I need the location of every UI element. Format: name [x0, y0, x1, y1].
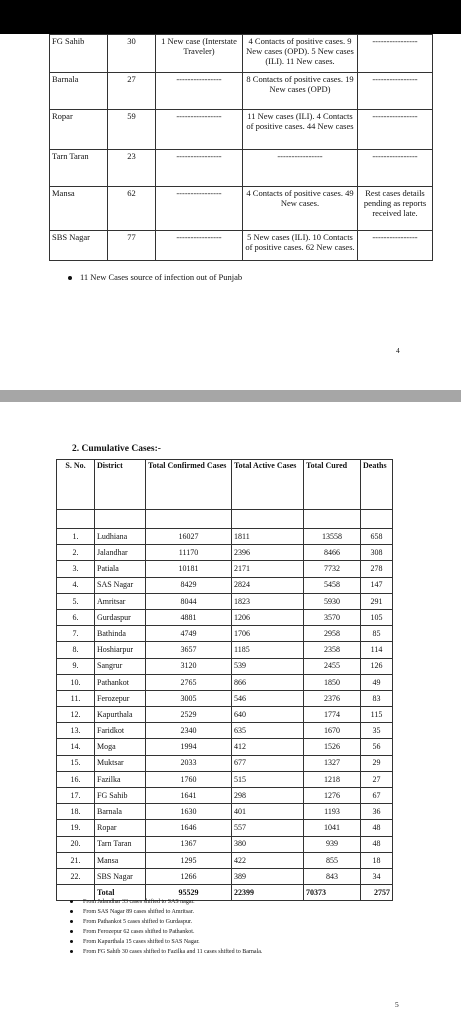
district-cell: Fazilka — [95, 771, 146, 787]
list-item — [70, 927, 262, 937]
deaths-cell: 115 — [361, 707, 393, 723]
table-row — [50, 110, 433, 150]
bullet-icon — [70, 930, 73, 933]
table-row — [57, 561, 393, 577]
bullet-icon — [70, 910, 73, 913]
list-item — [70, 947, 262, 957]
count-cell: 77 — [108, 231, 156, 261]
sno-cell: 4. — [57, 577, 95, 593]
confirmed-cell: 2529 — [146, 707, 232, 723]
cured-cell: 1041 — [304, 820, 361, 836]
sno-cell: 12. — [57, 707, 95, 723]
table-row — [57, 658, 393, 674]
confirmed-cell: 8429 — [146, 577, 232, 593]
page-number: 4 — [396, 346, 400, 355]
cured-cell: 5930 — [304, 593, 361, 609]
district-cell: SBS Nagar — [50, 231, 108, 261]
remarks-cell: Rest cases details pending as reports received late. — [358, 187, 433, 231]
bullet-icon — [70, 900, 73, 903]
confirmed-cell: 1994 — [146, 739, 232, 755]
sno-cell: 10. — [57, 674, 95, 690]
status-bar — [0, 0, 461, 34]
note-text: From SAS Nagar 89 cases shifted to Amritsar. — [83, 909, 194, 915]
sno-cell: 21. — [57, 852, 95, 868]
district-cell: Ropar — [50, 110, 108, 150]
table-row — [50, 73, 433, 110]
table-header-row — [57, 460, 393, 510]
deaths-cell: 48 — [361, 820, 393, 836]
table-row — [57, 642, 393, 658]
deaths-cell: 67 — [361, 788, 393, 804]
page-number: 5 — [395, 1000, 399, 1009]
source-cell: ---------------- — [243, 150, 358, 187]
active-cell: 1823 — [232, 593, 304, 609]
total-cured: 70373 — [304, 885, 361, 901]
sno-cell: 14. — [57, 739, 95, 755]
remarks-cell: ---------------- — [358, 73, 433, 110]
deaths-cell: 48 — [361, 836, 393, 852]
deaths-cell: 29 — [361, 755, 393, 771]
remarks-cell: ---------------- — [358, 150, 433, 187]
active-cell: 412 — [232, 739, 304, 755]
header-active: Total Active Cases — [232, 460, 304, 510]
sno-cell: 11. — [57, 690, 95, 706]
cured-cell: 1774 — [304, 707, 361, 723]
table-row — [50, 231, 433, 261]
district-cell: Mansa — [50, 187, 108, 231]
active-cell: 422 — [232, 852, 304, 868]
confirmed-cell: 1641 — [146, 788, 232, 804]
table-row — [57, 739, 393, 755]
table-row — [57, 626, 393, 642]
sno-cell: 20. — [57, 836, 95, 852]
table-row — [57, 529, 393, 545]
travel-cell: ---------------- — [156, 187, 243, 231]
district-cell: Jalandhar — [95, 545, 146, 561]
cured-cell: 5458 — [304, 577, 361, 593]
sno-cell: 18. — [57, 804, 95, 820]
cured-cell: 1276 — [304, 788, 361, 804]
total-active: 22399 — [232, 885, 304, 901]
count-cell: 59 — [108, 110, 156, 150]
travel-cell: ---------------- — [156, 73, 243, 110]
confirmed-cell: 3005 — [146, 690, 232, 706]
cured-cell: 855 — [304, 852, 361, 868]
confirmed-cell: 2033 — [146, 755, 232, 771]
district-cell: Barnala — [95, 804, 146, 820]
deaths-cell: 105 — [361, 609, 393, 625]
cured-cell: 2376 — [304, 690, 361, 706]
active-cell: 546 — [232, 690, 304, 706]
total-label: Total — [95, 885, 146, 901]
deaths-cell: 34 — [361, 868, 393, 884]
cured-cell: 1670 — [304, 723, 361, 739]
table-row — [50, 187, 433, 231]
sno-cell: 2. — [57, 545, 95, 561]
page-gap — [0, 390, 461, 402]
cured-cell: 1193 — [304, 804, 361, 820]
cured-cell: 2358 — [304, 642, 361, 658]
confirmed-cell: 10181 — [146, 561, 232, 577]
table-row — [57, 868, 393, 884]
document-page-5 — [0, 402, 461, 1024]
confirmed-cell: 1646 — [146, 820, 232, 836]
table-row — [57, 723, 393, 739]
deaths-cell: 85 — [361, 626, 393, 642]
deaths-cell: 308 — [361, 545, 393, 561]
sno-cell: 22. — [57, 868, 95, 884]
travel-cell: ---------------- — [156, 231, 243, 261]
district-cell: Muktsar — [95, 755, 146, 771]
active-cell: 401 — [232, 804, 304, 820]
table-row — [57, 674, 393, 690]
bullet-icon — [70, 920, 73, 923]
travel-cell: ---------------- — [156, 150, 243, 187]
header-confirmed: Total Confirmed Cases — [146, 460, 232, 510]
note-text: From Jalandhar 33 cases shifted to SAS nagar. — [83, 899, 195, 905]
cured-cell: 1850 — [304, 674, 361, 690]
table-row — [57, 593, 393, 609]
confirmed-cell: 8044 — [146, 593, 232, 609]
table-row — [50, 35, 433, 73]
district-cell: Patiala — [95, 561, 146, 577]
count-cell: 27 — [108, 73, 156, 110]
deaths-cell: 278 — [361, 561, 393, 577]
cumulative-cases-table — [56, 459, 393, 901]
district-cell: Ropar — [95, 820, 146, 836]
table-row — [57, 690, 393, 706]
cured-cell: 939 — [304, 836, 361, 852]
deaths-cell: 36 — [361, 804, 393, 820]
confirmed-cell: 3120 — [146, 658, 232, 674]
table-row — [57, 788, 393, 804]
deaths-cell: 147 — [361, 577, 393, 593]
list-item — [70, 917, 262, 927]
sno-cell: 1. — [57, 529, 95, 545]
district-cell: Mansa — [95, 852, 146, 868]
cured-cell: 2958 — [304, 626, 361, 642]
cured-cell: 843 — [304, 868, 361, 884]
confirmed-cell: 11170 — [146, 545, 232, 561]
header-sno: S. No. — [57, 460, 95, 510]
district-cell: Gurdaspur — [95, 609, 146, 625]
active-cell: 677 — [232, 755, 304, 771]
cured-cell: 13558 — [304, 529, 361, 545]
table-row — [57, 609, 393, 625]
confirmed-cell: 2340 — [146, 723, 232, 739]
source-cell: 4 Contacts of positive cases. 9 New cases (OPD). 5 New cases (ILI). 11 New cases. — [243, 35, 358, 73]
remarks-cell: ---------------- — [358, 110, 433, 150]
table-row — [57, 820, 393, 836]
district-cell: Sangrur — [95, 658, 146, 674]
active-cell: 1706 — [232, 626, 304, 642]
district-cell: SAS Nagar — [95, 577, 146, 593]
active-cell: 557 — [232, 820, 304, 836]
district-cell: Bathinda — [95, 626, 146, 642]
district-cell: Barnala — [50, 73, 108, 110]
deaths-cell: 49 — [361, 674, 393, 690]
sno-cell: 16. — [57, 771, 95, 787]
deaths-cell: 56 — [361, 739, 393, 755]
active-cell: 2171 — [232, 561, 304, 577]
table-row — [57, 755, 393, 771]
cured-cell: 1526 — [304, 739, 361, 755]
district-cell: Hoshiarpur — [95, 642, 146, 658]
bullet-icon — [68, 276, 72, 280]
deaths-cell: 35 — [361, 723, 393, 739]
table-row — [50, 150, 433, 187]
deaths-cell: 658 — [361, 529, 393, 545]
active-cell: 866 — [232, 674, 304, 690]
district-cell: Faridkot — [95, 723, 146, 739]
active-cell: 635 — [232, 723, 304, 739]
cured-cell: 1327 — [304, 755, 361, 771]
total-deaths: 2757 — [361, 885, 393, 901]
table-row — [57, 577, 393, 593]
source-cell: 5 New cases (ILI). 10 Contacts of positive cases. 62 New cases. — [243, 231, 358, 261]
district-cell: FG Sahib — [50, 35, 108, 73]
district-cell: Moga — [95, 739, 146, 755]
table-row — [57, 707, 393, 723]
document-page-4 — [0, 34, 461, 390]
header-deaths: Deaths — [361, 460, 393, 510]
active-cell: 1185 — [232, 642, 304, 658]
sno-cell: 19. — [57, 820, 95, 836]
deaths-cell: 126 — [361, 658, 393, 674]
deaths-cell: 114 — [361, 642, 393, 658]
district-cell: SBS Nagar — [95, 868, 146, 884]
active-cell: 2824 — [232, 577, 304, 593]
list-item — [70, 897, 262, 907]
note-text: From FG Sahib 30 cases shifted to Fazilka and 11 cases shifted to Barnala. — [83, 949, 263, 955]
district-cell: Tarn Taran — [95, 836, 146, 852]
cured-cell: 1218 — [304, 771, 361, 787]
confirmed-cell: 1295 — [146, 852, 232, 868]
count-cell: 62 — [108, 187, 156, 231]
district-cell: Ludhiana — [95, 529, 146, 545]
confirmed-cell: 1760 — [146, 771, 232, 787]
district-cell: Ferozepur — [95, 690, 146, 706]
active-cell: 1811 — [232, 529, 304, 545]
list-item — [70, 907, 262, 917]
confirmed-cell: 1367 — [146, 836, 232, 852]
sno-cell: 7. — [57, 626, 95, 642]
deaths-cell: 291 — [361, 593, 393, 609]
note-text: From Kapurthala 15 cases shifted to SAS Nagar. — [83, 939, 200, 945]
district-cases-table — [49, 34, 433, 261]
count-cell: 23 — [108, 150, 156, 187]
remarks-cell: ---------------- — [358, 231, 433, 261]
table-spacer-row — [57, 510, 393, 529]
active-cell: 380 — [232, 836, 304, 852]
section-title: 2. Cumulative Cases:- — [72, 444, 161, 454]
sno-cell: 13. — [57, 723, 95, 739]
cured-cell: 2455 — [304, 658, 361, 674]
cured-cell: 8466 — [304, 545, 361, 561]
bullet-icon — [70, 940, 73, 943]
table-row — [57, 771, 393, 787]
sno-cell: 5. — [57, 593, 95, 609]
active-cell: 640 — [232, 707, 304, 723]
remarks-cell: ---------------- — [358, 35, 433, 73]
sno-cell: 8. — [57, 642, 95, 658]
deaths-cell: 27 — [361, 771, 393, 787]
cured-cell: 7732 — [304, 561, 361, 577]
table-row — [57, 804, 393, 820]
source-cell: 4 Contacts of positive cases. 49 New cases. — [243, 187, 358, 231]
confirmed-cell: 1630 — [146, 804, 232, 820]
travel-cell: 1 New case (Interstate Traveler) — [156, 35, 243, 73]
deaths-cell: 83 — [361, 690, 393, 706]
active-cell: 1206 — [232, 609, 304, 625]
list-item — [70, 937, 262, 947]
district-cell: Amritsar — [95, 593, 146, 609]
district-cell: Tarn Taran — [50, 150, 108, 187]
note-text: From Ferozepur 62 cases shifted to Pathankot. — [83, 929, 195, 935]
active-cell: 298 — [232, 788, 304, 804]
out-of-state-note: 11 New Cases source of infection out of Punjab — [68, 272, 242, 282]
confirmed-cell: 1266 — [146, 868, 232, 884]
source-cell: 8 Contacts of positive cases. 19 New cases (OPD) — [243, 73, 358, 110]
active-cell: 515 — [232, 771, 304, 787]
table-row — [57, 836, 393, 852]
district-cell: FG Sahib — [95, 788, 146, 804]
sno-cell: 3. — [57, 561, 95, 577]
total-confirmed: 95529 — [146, 885, 232, 901]
confirmed-cell: 3657 — [146, 642, 232, 658]
district-cell: Pathankot — [95, 674, 146, 690]
table-row — [57, 545, 393, 561]
sno-cell: 9. — [57, 658, 95, 674]
header-district: District — [95, 460, 146, 510]
confirmed-cell: 16027 — [146, 529, 232, 545]
confirmed-cell: 2765 — [146, 674, 232, 690]
header-cured: Total Cured — [304, 460, 361, 510]
sno-cell: 17. — [57, 788, 95, 804]
source-cell: 11 New cases (ILI). 4 Contacts of positive cases. 44 New cases — [243, 110, 358, 150]
count-cell: 30 — [108, 35, 156, 73]
district-cell: Kapurthala — [95, 707, 146, 723]
confirmed-cell: 4749 — [146, 626, 232, 642]
confirmed-cell: 4881 — [146, 609, 232, 625]
table-row — [57, 852, 393, 868]
deaths-cell: 18 — [361, 852, 393, 868]
sno-cell: 15. — [57, 755, 95, 771]
active-cell: 389 — [232, 868, 304, 884]
bullet-icon — [70, 950, 73, 953]
active-cell: 539 — [232, 658, 304, 674]
cured-cell: 3570 — [304, 609, 361, 625]
active-cell: 2396 — [232, 545, 304, 561]
travel-cell: ---------------- — [156, 110, 243, 150]
note-text: From Pathankot 5 cases shifted to Gurdaspur. — [83, 919, 193, 925]
sno-cell: 6. — [57, 609, 95, 625]
shift-notes-list — [70, 897, 262, 957]
